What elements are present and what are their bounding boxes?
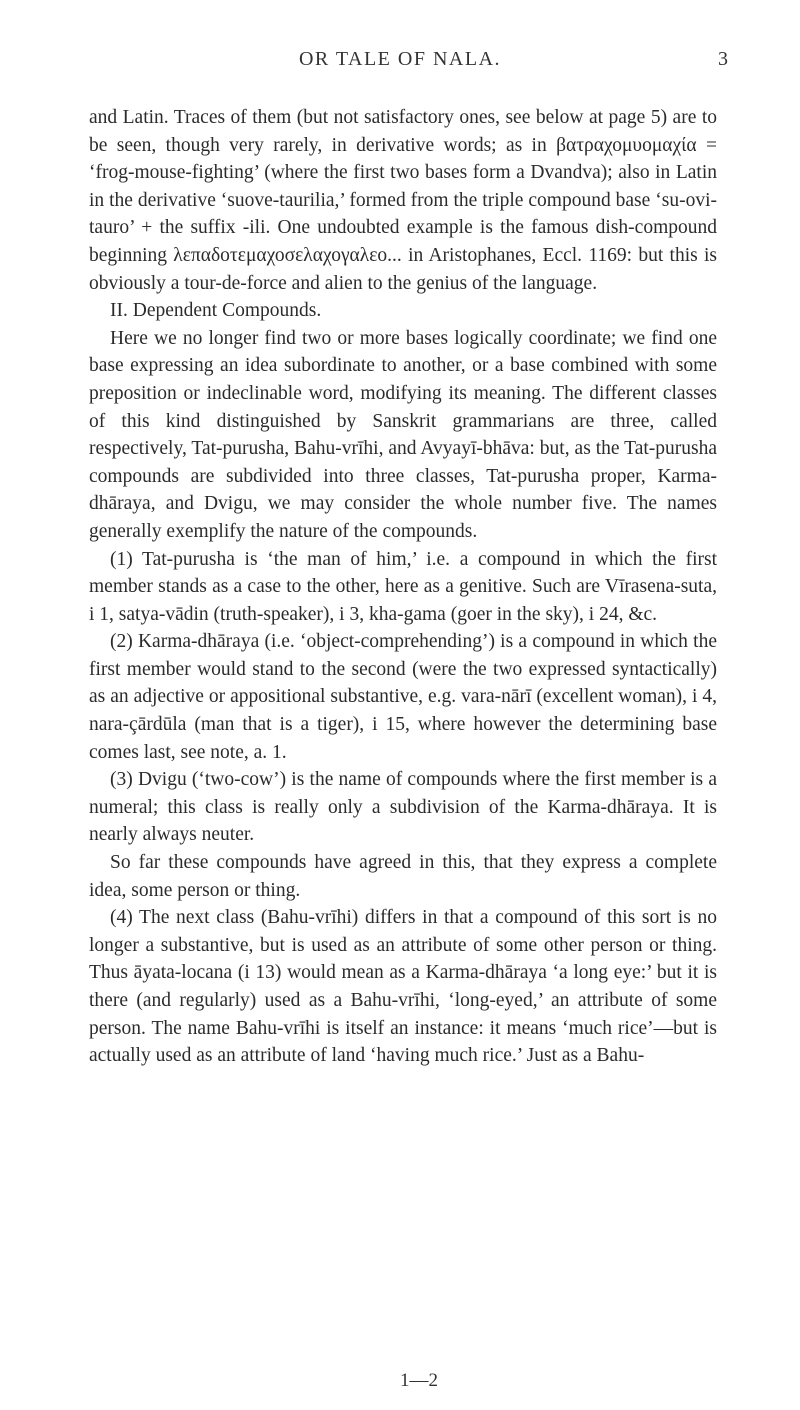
page-number: 3 <box>718 48 728 70</box>
paragraph-tat-purusha: (1) Tat-purusha is ‘the man of him,’ i.e. a compound in which the first member stands as a case to the other, here as a genitive. Such are Vīrasena-suta, i 1, satya-vādin (truth-speaker), i 3, kha-gama (goer in the sky), i 24, &c. <box>89 548 717 625</box>
paragraph-dependent-compounds: Here we no longer find two or more bases logically coordinate; we find one base expressing an idea subordinate to another, or a base combined with some preposition or indeclinable word, modifying its meaning. The different classes of this kind distinguished by Sanskrit grammarians are three, called respectively, Tat-purusha, Bahu-vrīhi, and Avyayī-bhāva: but, as the Tat-purusha compounds are subdivided into three classes, Tat-purusha proper, Karma-dhāraya, and Dvigu, we may consider the whole number five. The names generally exemplify the nature of the compounds. <box>89 327 717 542</box>
paragraph-summary: So far these compounds have agreed in this, that they express a complete idea, some person or thing. <box>89 852 717 901</box>
paragraph-dvigu: (3) Dvigu (‘two-cow’) is the name of compounds where the first member is a numeral; this class is really only a subdivision of the Karma-dhāraya. It is nearly always neuter. <box>89 769 717 846</box>
signature-mark: 1—2 <box>400 1370 438 1391</box>
section-heading: II. Dependent Compounds. <box>110 300 322 322</box>
paragraph-bahu-vrihi: (4) The next class (Bahu-vrīhi) differs in that a compound of this sort is no longer a substantive, but is used as an attribute of some other person or thing. Thus āyata-locana (i 13) would mean as a Karma-dhāraya ‘a long eye:’ but it is there (and regularly) used as a Bahu-vrīhi, ‘long-eyed,’ an attribute of some person. The name Bahu-vrīhi is itself an instance: it means ‘much rice’—but is actually used as an attribute of land ‘having much rice.’ Just as a Bahu- <box>89 907 717 1067</box>
paragraph-intro: and Latin. Traces of them (but not satisfactory ones, see below at page 5) are to be seen, though very rarely, in derivative words; as in βατραχομυομαχία = ‘frog-mouse-fighting’ (where the first two bases form a Dvandva); also in Latin in the derivative ‘suove-taurilia,’ formed from the triple compound base ‘su-ovi-tauro’ + the suffix -ili. One undoubted example is the famous dish-compound beginning λεπαδοτεμαχοσελαχογαλεο... in Aristophanes, Eccl. 1169: but this is obviously a tour-de-force and alien to the genius of the language. <box>89 107 717 294</box>
paragraph-karma-dharaya: (2) Karma-dhāraya (i.e. ‘object-comprehending’) is a compound in which the first member would stand to the second (were the two expressed syntactically) as an adjective or appositional substantive, e.g. vara-nārī (excellent woman), i 4, nara-çārdūla (man that is a tiger), i 15, where however the determining base comes last, see note, a. 1. <box>89 631 717 763</box>
running-header: OR TALE OF NALA. <box>298 48 502 70</box>
body-text <box>89 104 717 1070</box>
